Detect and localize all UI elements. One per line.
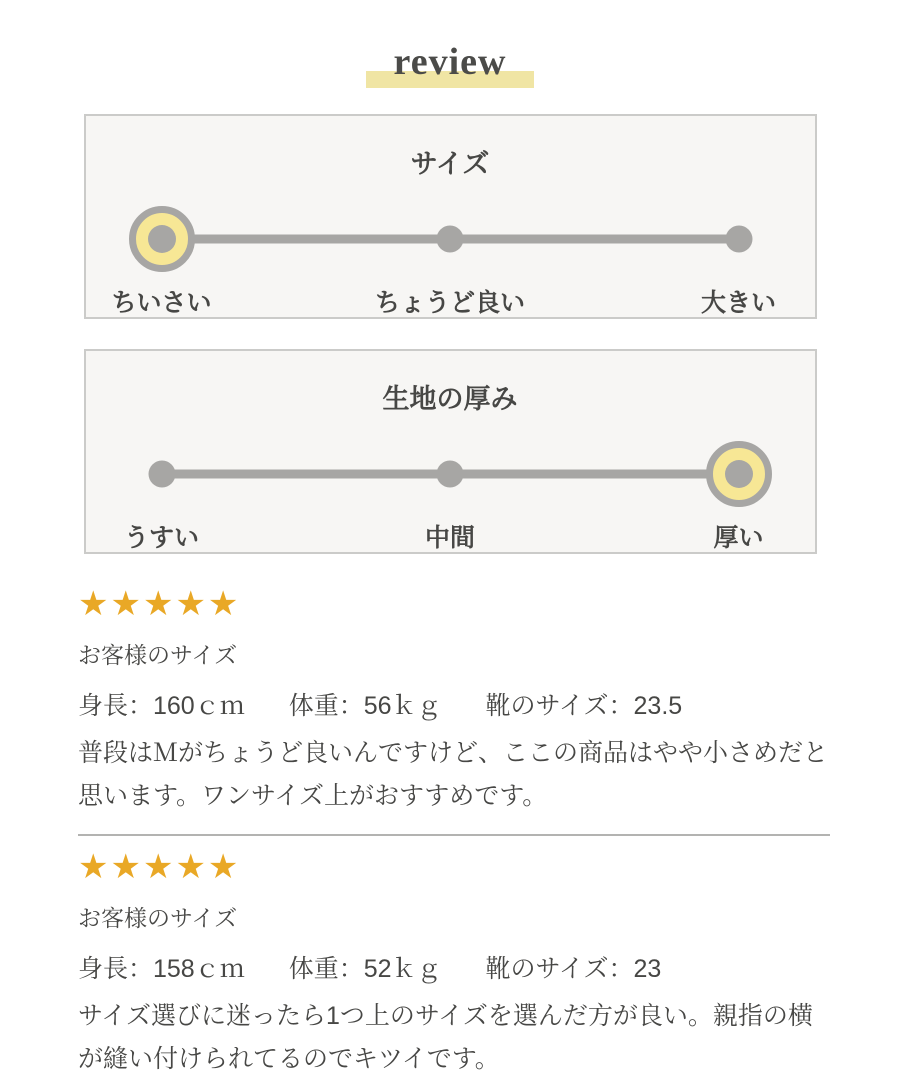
review-list [0, 587, 900, 1081]
customer-stats [78, 686, 830, 722]
customer-size-heading: お客様のサイズ [78, 642, 238, 668]
scale-label-thin: うすい [123, 524, 200, 552]
scale-label-medium: 中間 [424, 524, 476, 552]
customer-size-heading: お客様のサイズ [78, 905, 238, 931]
thickness-scale-box [84, 349, 817, 554]
thickness-scale-labels [123, 518, 764, 556]
star-rating: ★★★★★ [78, 585, 241, 623]
scale-label-small: ちいさい [111, 289, 212, 317]
review-item-2 [78, 850, 830, 1081]
slider-dot-center [725, 460, 753, 488]
thickness-scale-title: 生地の厚み [382, 384, 518, 414]
review-item-1 [78, 587, 830, 818]
review-divider [78, 834, 830, 836]
stat-shoe-size: 靴のサイズ：23.5 [485, 692, 683, 720]
review-comment: 普段はＭがちょうど良いんですけど、ここの商品はやや小さめだと思います。ワンサイズ上がおすすめです。 [78, 739, 829, 810]
customer-stats [78, 949, 830, 985]
stat-height: 身長：160ｃｍ [78, 692, 245, 720]
thickness-scale-slider [162, 440, 739, 508]
size-scale-box [84, 114, 817, 319]
stat-shoe-size: 靴のサイズ：23 [485, 955, 662, 983]
stat-weight: 体重：56ｋｇ [288, 692, 442, 720]
slider-dot-thick [706, 441, 772, 507]
slider-dot-center [148, 225, 176, 253]
slider-dot-large [725, 226, 752, 253]
scale-label-just-right: ちょうど良い [374, 289, 526, 317]
star-rating: ★★★★★ [78, 848, 241, 886]
slider-dot-medium [437, 461, 464, 488]
stat-height: 身長：158ｃｍ [78, 955, 245, 983]
review-comment: サイズ選びに迷ったら1つ上のサイズを選んだ方が良い。親指の横が縫い付けられてるのでキツイです。 [78, 1002, 813, 1073]
page-title: review [393, 41, 507, 83]
scale-label-thick: 厚い [713, 524, 764, 552]
size-scale-title: サイズ [410, 149, 490, 179]
scale-label-large: 大きい [700, 289, 777, 317]
slider-dot-thin [148, 461, 175, 488]
slider-dot-small [129, 206, 195, 272]
stat-weight: 体重：52ｋｇ [288, 955, 442, 983]
review-section-header [0, 0, 900, 92]
slider-dot-just-right [437, 226, 464, 253]
size-scale-slider [162, 205, 739, 273]
size-scale-labels [111, 283, 777, 321]
